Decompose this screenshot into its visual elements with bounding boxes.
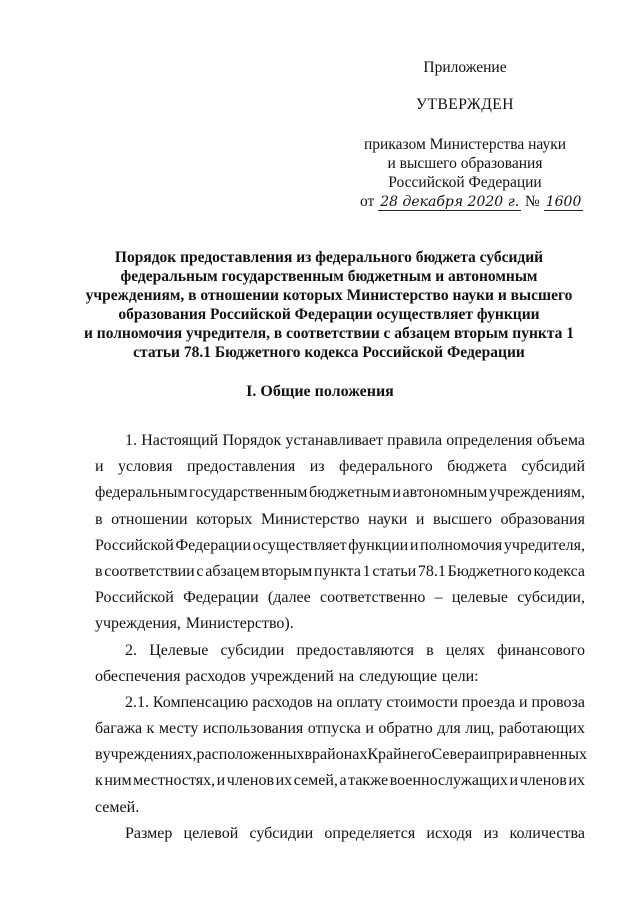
word: федеральным [95,484,188,502]
word: местностях, [133,772,216,790]
word: Министерство [260,510,360,528]
word: субсидий [521,458,585,476]
word: Федерации [183,589,259,607]
word: Бюджетного [447,562,532,580]
word: расходов [185,667,246,685]
handwritten-number: 1600 [545,194,582,210]
word: соответственно [319,589,426,607]
order-line: Российской Федерации [388,174,542,191]
title-line: и полномочия учредителя, в соответствии с абзацем вторым пункта 1 [83,325,575,342]
word: предоставления [186,458,296,476]
word: из [309,458,325,476]
title-line: федеральным государственным бюджетным и автономным [120,268,538,285]
word: предоставляются [296,641,414,659]
word: также [348,772,389,790]
paragraph [95,821,585,847]
word: и [519,693,528,711]
word: полномочия [420,536,503,554]
word: Федерации [175,536,252,554]
word: их [275,772,293,790]
word: Севера [431,746,480,764]
word: условия [117,458,173,476]
word: которых [196,510,253,528]
text-line [95,480,585,506]
word: целевые [451,589,508,607]
word: членов [226,772,275,790]
word: с [196,562,204,580]
word: на [316,693,333,711]
word: учредителя, [503,536,585,554]
word: ним [104,772,132,790]
date-prefix: от [360,193,375,210]
word: правила [387,432,443,449]
word: объема [536,432,585,449]
order-date-line [360,192,582,211]
text-line [95,428,585,454]
word: в [304,746,313,764]
word: учреждениях, [102,746,197,764]
word: лиц, [465,720,495,738]
word: к [146,720,155,738]
word: исходя [426,824,473,842]
word: их [568,772,585,790]
word: Крайнего [367,746,432,764]
word: (далее [267,589,311,607]
word: военнослужащих [389,772,508,790]
word: субсидии [220,641,285,659]
word: Настоящий [141,432,219,449]
word: следующие [359,667,438,685]
word: науки [368,510,408,528]
word: пункта [313,562,361,580]
word: стоимости [386,693,458,711]
word: и [392,484,401,502]
word: и [415,510,425,528]
word: бюджета [447,458,507,476]
word: финансового [497,641,585,659]
text-line [95,768,585,794]
word: в [95,746,103,764]
text-line [95,821,585,847]
text-line [95,585,585,611]
text-line [95,638,585,664]
word: высшего [432,510,492,528]
word: провоза [531,693,585,711]
word: учреждения, [95,615,181,633]
word: расходов [252,693,313,711]
word: Министерство). [185,615,294,633]
word: определения [446,432,533,449]
word: и [95,458,104,476]
number-sign: № [525,193,540,210]
word: проезда [461,693,516,711]
word: 2.1. [125,693,149,711]
word: обратно [378,720,433,738]
text-line [95,611,585,637]
word: членов [519,772,567,790]
word: целях [445,641,485,659]
text-line [95,716,585,742]
text-line [95,454,585,480]
word: субсидии, [517,589,585,607]
text-line [95,795,585,821]
order-line: приказом Министерства науки [363,136,567,153]
word: образования [500,510,585,528]
word: абзацем [205,562,260,580]
word: Порядок [222,432,282,449]
word: кодекса [533,562,585,580]
word: оплату [336,693,383,711]
text-line [95,559,585,585]
word: целевой [183,824,239,842]
title-line: Порядок предоставления из федерального бюджета субсидий [114,249,544,266]
document-title [82,248,576,362]
title-line: статьи 78.1 Бюджетного кодекса Российской Федерации [133,344,525,361]
word: в [95,510,103,528]
word: 1 [362,562,371,580]
word: отпуска [307,720,361,738]
text-line [95,690,585,716]
word: определяется [324,824,416,842]
word: 2. [125,641,137,659]
paragraph [95,428,585,638]
word: обеспечения [95,667,181,685]
word: Компенсацию [152,693,249,711]
word: количества [509,824,585,842]
section-heading: I. Общие положения [246,383,394,400]
word: федерального [339,458,433,476]
word: на [338,667,355,685]
word: семей. [95,798,140,816]
paragraph [95,690,588,821]
word: использования [202,720,304,738]
word: автономным [402,484,488,502]
word: государственным [189,484,308,502]
text-line [95,507,585,533]
word: Размер [125,824,173,842]
handwritten-date: 28 декабря 2020 г. [380,194,520,210]
word: 78.1 [417,562,446,580]
word: в [95,562,103,580]
word: – [434,589,443,607]
word: Российской [95,589,174,607]
word: отношении [111,510,188,528]
word: бюджетным [308,484,391,502]
word: цели: [441,667,479,685]
text-line [95,742,588,768]
word: субсидии [249,824,314,842]
word: работающих [498,720,585,738]
word: 1. [125,432,137,449]
paragraph [95,638,585,690]
word: и [479,746,488,764]
word: соответствии [104,562,195,580]
word: Российской [95,536,174,554]
word: в [426,641,434,659]
word: к [95,772,103,790]
text-line [95,664,585,690]
word: и [409,536,419,554]
word: а [339,772,347,790]
word: статьи [372,562,417,580]
word: и [365,720,374,738]
word: устанавливает [285,432,383,449]
text-line [95,533,585,559]
word: районах [312,746,368,764]
word: учреждений [250,667,334,685]
word: семей, [293,772,338,790]
word: и [216,772,226,790]
word: Целевые [149,641,209,659]
body-text [95,428,588,847]
word: из [483,824,499,842]
approval-block [360,58,582,211]
word: для [437,720,461,738]
approved-label: УТВЕРЖДЕН [416,96,514,113]
word: месту [158,720,199,738]
word: и [509,772,519,790]
word: осуществляет [252,536,347,554]
word: приравненных [487,746,588,764]
word: функции [348,536,409,554]
word: вторым [261,562,313,580]
word: багажа [95,720,143,738]
title-line: учреждениям, в отношении которых Министерство науки и высшего [85,287,573,304]
word: расположенных [196,746,305,764]
title-line: образования Российской Федерации осуществляет функции [118,306,540,323]
word: учреждениям, [488,484,585,502]
order-line: и высшего образования [387,155,543,172]
appendix-label: Приложение [423,59,507,76]
